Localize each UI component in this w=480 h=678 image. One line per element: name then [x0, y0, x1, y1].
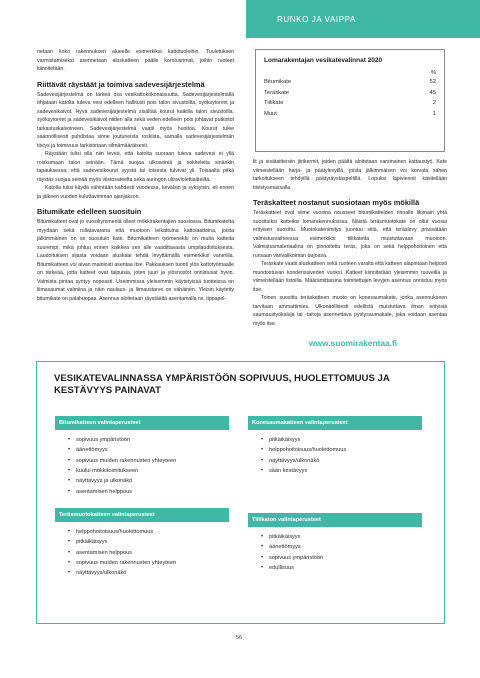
bullet-icon: •	[261, 468, 264, 475]
right-article-column	[253, 158, 447, 328]
bullet-icon: •	[68, 447, 71, 454]
bullet-icon: •	[261, 565, 264, 572]
list-item: • sään kestävyys	[261, 468, 308, 475]
page-number: 56	[236, 635, 242, 641]
list-item: • helppohoitoisuus/huolettomuus	[261, 447, 347, 454]
bullet-icon: •	[68, 570, 71, 577]
panel-bitumen	[55, 416, 229, 497]
paragraph: Katolla tulisi käydä vähintään kahdesti vuodessa, keväisin ja syksyisin, eli ennen ja jälkeen vuoden kuluttavimman ajanjakson.	[37, 185, 234, 200]
bullet-icon: •	[261, 554, 264, 561]
list-item: • näyttävyys/ulkonäkö	[261, 457, 320, 464]
table-row-label: Bitumikate	[264, 79, 292, 86]
panel-standing-seam	[248, 416, 422, 476]
list-item: • äänettömyys	[68, 447, 108, 454]
panel-steel-profile	[55, 508, 229, 578]
list-item: • pitkäikäisyys	[261, 437, 301, 444]
section-header-label: RUNKO JA VAIPPA	[277, 15, 356, 24]
panel-heading: Bitumikatteen valintaperusteet	[55, 416, 229, 430]
table-row	[264, 98, 436, 109]
bullet-icon: •	[68, 437, 71, 444]
paragraph: Toinen suosittu teräskatteen muoto on konesaumakate, jonka asennukseen tarvitaan ammattimies. Ulkonäöllisesti edellistä muistuttava ilman erityisiä saumaustyökaluja tai -taitoja asennettava pystysaumakate, joka voidaan asentaa myös itse.	[253, 295, 447, 327]
roofing-stats-table	[255, 49, 445, 152]
table-row-value: 45	[429, 89, 436, 96]
paragraph: Bitumikatteet ovat jo vuosikymmeniä olleet mökkirakentajien suosiossa. Bitumikatetta myydään sekä rullatavarana että muotoon leikattuina kattolaattoina, joista jälkimmäinen on se suosituin kate. Bitumikatteen työmenekki on muita katteita suurempi, mikä johtuu ennen kaikkea sen alle vaadittavasta umpilaudoituksesta. Laudoituksen sijasta voidaan aluskate tehdä levyttämällä esimerkiksi vanerilla. Bitumikatteen voi aivan mainiosti asentaa itse. Pakkauksen tuonti ylös kattotyömaalle on tärkeää, jotta katteet ovat taipuisia, joten juuri ja ylösnostot onnistuvat hyvin. Valmista pintaa syntyy nopeasti. Useimmissa yleisemmin käytetyissä tuotteissa on liimasaumat valmiina ja näin naulaus- ja liimaustarve on vähäinen. Yleisin käytetty bitumikate on palahuopaa. Asennus aloitetaan räystäältä asentamalla ns. tippapel-	[37, 219, 234, 302]
table-row-label: Muut	[264, 110, 277, 117]
list-item: • äänettömyys	[261, 544, 301, 551]
bullet-icon: •	[68, 488, 71, 495]
table-row-value: 2	[432, 100, 436, 107]
table-unit: %	[430, 69, 436, 76]
list-item: • helppohoitoisuus/huolettomuus	[68, 529, 154, 536]
section-heading-bitumen: Bitumikate edelleen suosituin	[37, 207, 142, 216]
bullet-icon: •	[261, 447, 264, 454]
list-item: • asentamisen helppous	[68, 488, 132, 495]
paragraph: Teräskatteet ovat viime vuosina nousseet bitumikatteiden rinnalle likimain yhtä suosituiksi katteiksi lomarakennuksissa. Näistä teräsmuotokate on ollut vuosia erityisen suosittu. Muotokatenimitys juontuu siitä, että teräslevy prässätään valmistusvaiheessa esimerkiksi tiilikatetta muistuttavaan muotoon. Valmistusmateriaalina on pinnoitettu teräs, joka on sekä helppohoitoinen että runsaan värivalikoiman tarjoava.	[253, 210, 447, 259]
criteria-list	[55, 430, 229, 497]
bullet-icon: •	[68, 539, 71, 546]
roofing-criteria-box	[36, 361, 445, 624]
bullet-icon: •	[261, 534, 264, 541]
box-title: VESIKATEVALINNASSA YMPÄRISTÖÖN SOPIVUUS, HUOLETTOMUUS JA KESTÄVYYS PAINAVAT	[54, 373, 390, 396]
paragraph: Teräskate vaatii aluskatteen sekä ruoteen varalta että katteen alapintaan helposti muodostuvan kondenssiveden vuoksi. Katteet kiinnitetään yleisimmin ruuveilla ja viimeistellään listoilla. Määrämittaisina toimitettujen levyjen asennus onnistuu myös itse.	[253, 261, 447, 293]
list-item: • kuului mökkitoimitukseen	[68, 468, 139, 475]
paragraph: Räystään tulisi olla niin leveä, että katolta suoraan tuleva sadevesi ei yllä roiskumaan talon seinään. Tämä suojaa ulkoseiniä ja sokkeleita sinänkin tapauksessa, että sadevesikourut syystä tai toisesta tulvivat yli. Toisaalta pitkä räystäs suojaa seinää myös viistosateelta sekä auringon ultraviolettisäteiltä.	[37, 151, 234, 183]
table-header-row	[264, 68, 436, 77]
left-article-column	[37, 48, 234, 303]
panel-heading: Teräsmuotokatteen valintaperusteet	[55, 508, 229, 522]
list-item: • näyttävyys ja ulkonäkö	[68, 478, 133, 485]
table-row-label: Teräskate	[264, 89, 290, 96]
intro-paragraph: netaan koko rakennuksen alueelle esimerkiksi kattotuoleihin. Tuuletuksen varmistamiseksi asennetaan aluskatteen päälle korotusrimat, joihin ruoteet kiinnitetään.	[37, 49, 234, 72]
bullet-icon: •	[68, 457, 71, 464]
criteria-list	[55, 522, 229, 578]
section-heading-steel: Teräskatteet nostanut suosiotaan myös mökillä	[253, 198, 420, 207]
panel-heading: Konesaumakatteen valintaperusteet	[248, 416, 422, 430]
table-row-value: 1	[432, 110, 436, 117]
bullet-icon: •	[261, 437, 264, 444]
table-row	[264, 77, 436, 88]
list-item: • pitkäikäisyys	[68, 539, 108, 546]
list-item: • sopivuus muiden rakennusten yhteyteen	[68, 560, 177, 567]
bullet-icon: •	[68, 560, 71, 567]
list-item: • asentamisen helppous	[68, 549, 132, 556]
bullet-icon: •	[68, 478, 71, 485]
table-row-label: Tiilikate	[264, 100, 284, 107]
paragraph: Sadevesijärjestelmä on tärkeä osa vesikattokokonaisuutta. Sadevesijärjestelmällä ohjataan katolta tuleva vesi edelleen hallitusti pois talon sivustoilta, syöksytorvet ja sadevesikaivot. Hyvä sadevesijärjestelmä sisältää kourut kaikilla talon sivustoilla, syöksytorvet ja sadevesikaivot niiden alla sekä veden edelleen pois johtavat putkistot tarkastuskaivoineen. Sadevesijärjestelmä vaatii myös huoltoa. Kourut tulee säännöllisesti puhdistaa sinne joutuneista roskista, samalla sadevesijärjestelmän tiiviys ja toimivuus tarkistetaan silmämääräisesti.	[37, 91, 234, 149]
table-row-value: 52	[429, 79, 436, 86]
table-title: Lomarakentajan vesikatevalinnat 2020	[264, 57, 383, 64]
list-item: • sopivuus ympäristöön	[68, 437, 131, 444]
bullet-icon: •	[68, 529, 71, 536]
list-item: • sopivuus ympäristöön	[261, 554, 324, 561]
list-item: • edullisuus	[261, 565, 294, 572]
table-row	[264, 88, 436, 99]
bullet-icon: •	[68, 549, 71, 556]
list-item: • sopivuus muiden rakennusten yhteyteen	[68, 457, 177, 464]
criteria-list	[248, 527, 422, 573]
website-link[interactable]: www.suomirakentaa.fi	[309, 338, 398, 348]
bullet-icon: •	[261, 544, 264, 551]
panel-heading: Tiilikaton valintaperusteet	[248, 513, 422, 527]
table-row	[264, 109, 436, 120]
criteria-list	[248, 430, 422, 476]
paragraph: lit ja sisätaitteisiin jiirikermit, joiden päältä aloitetaan varsinainen kattaustyö. Kate viimeistellään harja- ja päätylevyillä, joista jälkimmäisen voi korvata sähen tarkoitukseen tehdyillä päätyräystäspeltillä. Lopuksi läpiviennit käsitellään tiivistysmassalla.	[253, 159, 447, 191]
panel-tile	[248, 513, 422, 573]
bullet-icon: •	[261, 457, 264, 464]
list-item: • pitkäikäisyys	[261, 534, 301, 541]
list-item: • näyttävyys/ulkonäkö	[68, 570, 127, 577]
bullet-icon: •	[68, 468, 71, 475]
section-heading-rainwater: Riittävät räystäät ja toimiva sadevesijärjestelmä	[37, 79, 205, 89]
